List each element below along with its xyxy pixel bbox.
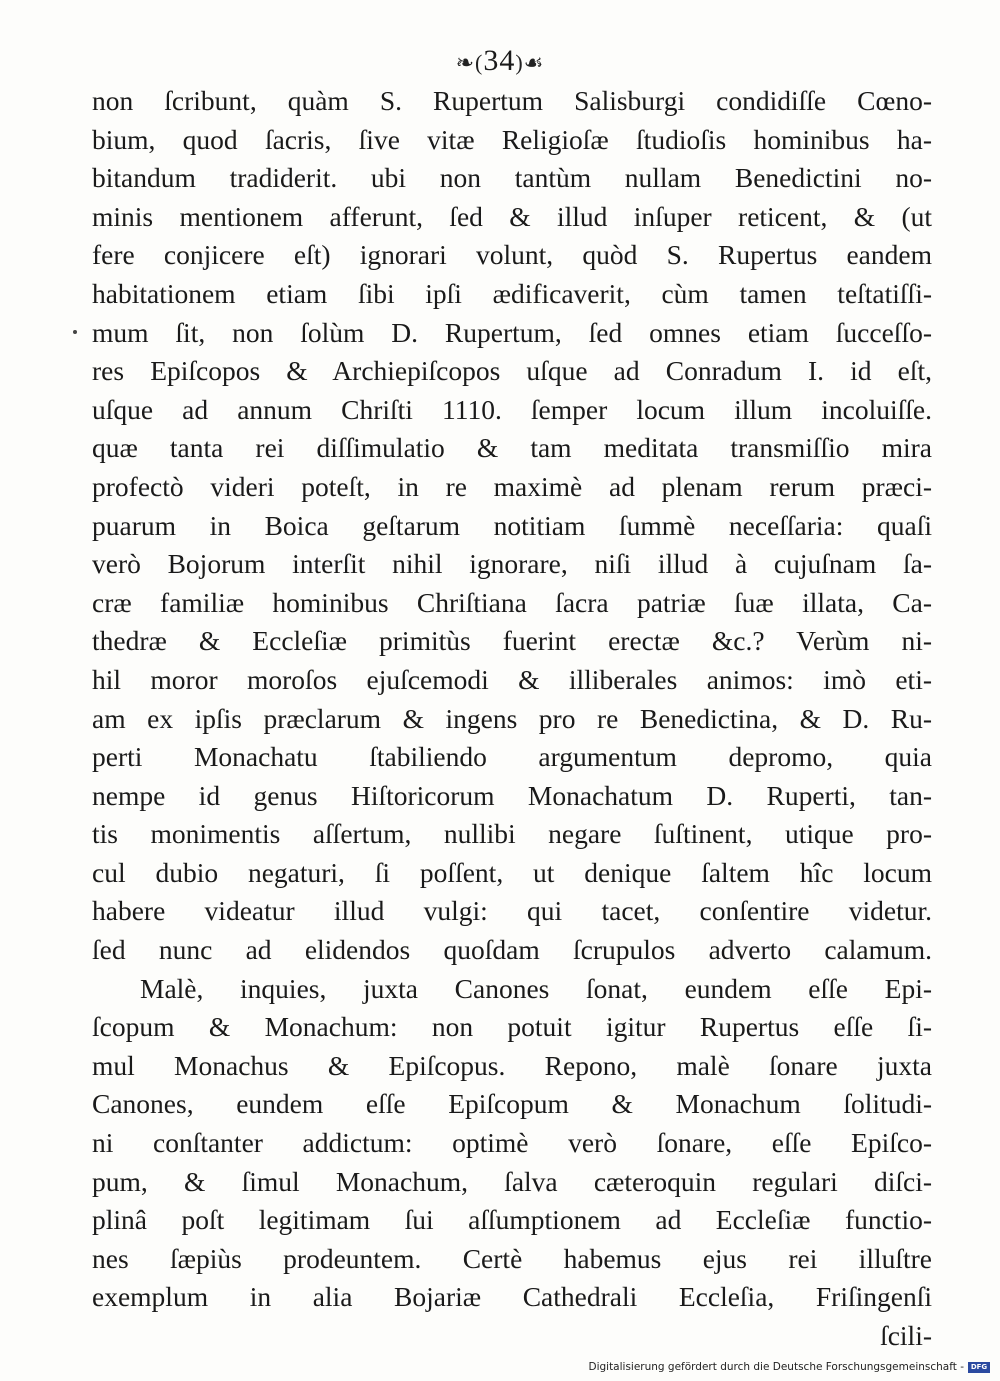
catchword: ſcili- — [880, 1320, 932, 1351]
digitization-footer — [588, 1359, 990, 1375]
text-line: Malè, inquies, juxta Canones ſonat, eundem eſſe Epi- — [140, 972, 932, 1004]
margin-dot — [73, 330, 77, 334]
text-line: hil moror moroſos ejuſcemodi & illiberales animos: imò eti- — [92, 663, 932, 695]
text-line: bium, quod ſacris, ſive vitæ Religioſæ ſtudioſis hominibus ha- — [92, 123, 932, 155]
text-line: cræ familiæ hominibus Chriſtiana ſacra patriæ ſuæ illata, Ca- — [92, 586, 932, 618]
text-line: uſque ad annum Chriſti 1110. ſemper locum illum incoluiſſe. — [92, 393, 932, 425]
text-line: mul Monachus & Epiſcopus. Repono, malè ſonare juxta — [92, 1049, 932, 1081]
ornament-left-icon: ❧( — [455, 50, 484, 75]
text-line: Canones, eundem eſſe Epiſcopum & Monachum ſolitudi- — [92, 1088, 932, 1120]
body-text — [92, 82, 932, 1356]
text-line: non ſcribunt, quàm S. Rupertum Salisburgi condidiſſe Cœno- — [92, 85, 932, 116]
text-line: tis monimentis aſſertum, nullibi negare ſuſtinent, utique pro- — [92, 818, 932, 850]
text-line: minis mentionem afferunt, ſed & illud inſuper reticent, & (ut — [92, 200, 932, 232]
text-line: habitationem etiam ſibi ipſi ædificaverit, cùm tamen teſtatiſſi- — [92, 277, 932, 309]
text-line: exemplum in alia Bojariæ Cathedrali Eccleſia, Friſingenſi — [92, 1281, 932, 1313]
text-line: puarum in Boica geſtarum notitiam ſummè neceſſaria: quaſi — [92, 509, 932, 541]
text-line: plinâ poſt legitimam ſui aſſumptionem ad Eccleſiæ functio- — [92, 1204, 932, 1236]
text-line: fere conjicere eſt) ignorari volunt, quòd S. Rupertus eandem — [92, 239, 932, 271]
text-line: am ex ipſis præclarum & ingens pro re Benedictina, & D. Ru- — [92, 702, 932, 734]
text-line: habere videatur illud vulgi: qui tacet, conſentire videtur. — [92, 895, 932, 927]
text-line: profectò videri poteſt, in re maximè ad plenam rerum præci- — [92, 470, 932, 502]
text-line: nes ſæpiùs prodeuntem. Certè habemus ejus rei illuſtre — [92, 1242, 932, 1274]
page-number: 34 — [483, 44, 516, 77]
text-line: verò Bojorum interſit nihil ignorare, niſi illud à cujuſnam ſa- — [92, 548, 932, 580]
page-header — [0, 44, 1000, 78]
text-line: ſed nunc ad elidendos quoſdam ſcrupulos adverto calamum. — [92, 934, 932, 966]
text-line: perti Monachatu ſtabiliendo argumentum depromo, quia — [92, 741, 932, 773]
text-line: nempe id genus Hiſtoricorum Monachatum D. Ruperti, tan- — [92, 779, 932, 811]
text-line: cul dubio negaturi, ſi poſſent, ut denique ſaltem hîc locum — [92, 856, 932, 888]
text-line: thedræ & Eccleſiæ primitùs fuerint erectæ &c.? Verùm ni- — [92, 625, 932, 657]
text-line: mum ſit, non ſolùm D. Rupertum, ſed omnes etiam ſucceſſo- — [92, 316, 932, 348]
text-line: bitandum tradiderit. ubi non tantùm nullam Benedictini no- — [92, 162, 932, 194]
footer-credit: Digitalisierung gefördert durch die Deutsche Forschungsgemeinschaft - — [588, 1361, 964, 1373]
ornament-right-icon: )☙ — [515, 50, 545, 75]
text-line: ſcopum & Monachum: non potuit igitur Rupertus eſſe ſi- — [92, 1011, 932, 1043]
text-line: res Epiſcopos & Archiepiſcopos uſque ad Conradum I. id eſt, — [92, 355, 932, 387]
dfg-logo-icon: DFG — [968, 1362, 990, 1373]
text-line: quæ tanta rei diſſimulatio & tam meditata transmiſſio mira — [92, 432, 932, 464]
text-line: ni conſtanter addictum: optimè verò ſonare, eſſe Epiſco- — [92, 1127, 932, 1159]
text-line: pum, & ſimul Monachum, ſalva cæteroquin regulari diſci- — [92, 1165, 932, 1197]
